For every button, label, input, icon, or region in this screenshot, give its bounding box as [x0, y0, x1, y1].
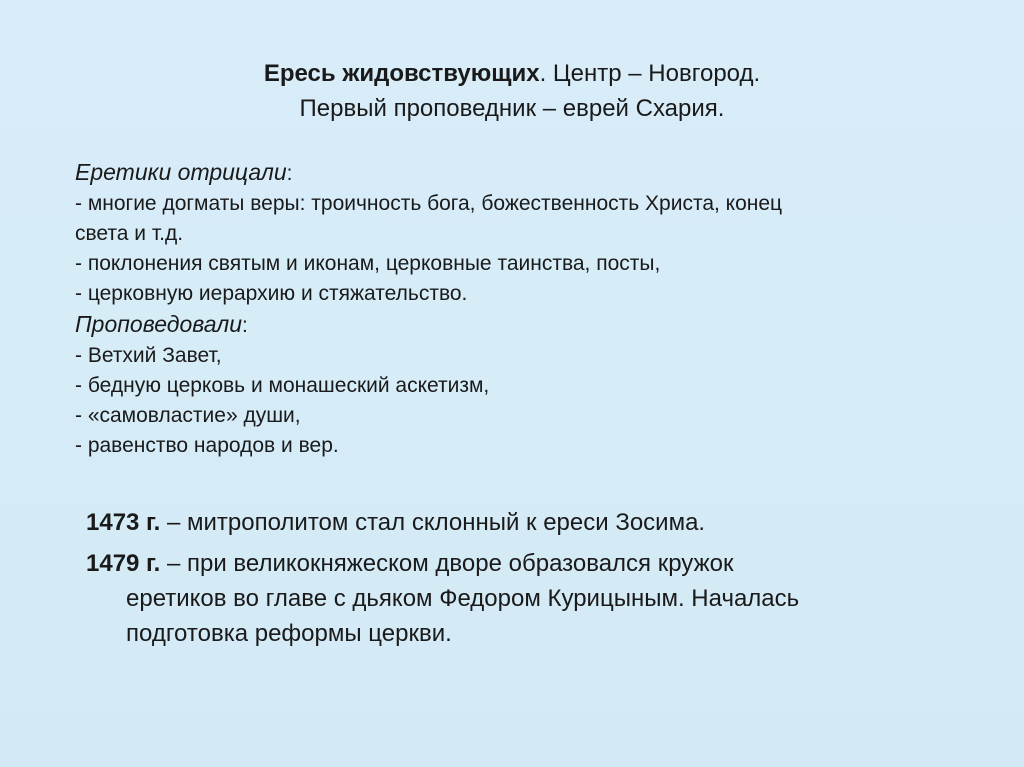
date-year: 1473 г. [86, 509, 161, 536]
date-entry-1479 [86, 546, 966, 651]
date-text-continued: еретиков во главе с дьяком Федором Курицыным. Началась [126, 585, 800, 612]
denied-heading: Еретики отрицали [75, 159, 287, 185]
denied-item: света и т.д. [75, 222, 184, 245]
title-rest: . Центр – Новгород. [539, 60, 761, 87]
preached-heading-line [75, 309, 975, 341]
denied-item: - поклонения святым и иконам, церковные таинства, посты, [75, 252, 661, 275]
title-bold: Ересь жидовствующих [263, 60, 540, 87]
preached-item: - бедную церковь и монашеский аскетизм, [75, 374, 490, 397]
title-line-2: Первый проповедник – еврей Схария. [299, 95, 725, 122]
preached-item: - Ветхий Завет, [75, 344, 222, 367]
denied-heading-line [75, 157, 975, 189]
date-line [86, 546, 966, 581]
date-text: – митрополитом стал склонный к ереси Зосима. [167, 509, 706, 536]
preached-colon: : [242, 314, 248, 337]
preached-item: - равенство народов и вер. [75, 434, 339, 457]
title-line-1 [0, 56, 1024, 91]
denied-item: - церковную иерархию и стяжательство. [75, 282, 468, 305]
dates-list [86, 505, 966, 657]
body-text [75, 157, 975, 461]
preached-item: - «самовластие» души, [75, 404, 301, 427]
date-text: – при великокняжеском дворе образовался кружок [167, 550, 734, 577]
denied-item: - многие догматы веры: троичность бога, божественность Христа, конец [75, 192, 783, 215]
denied-colon: : [286, 162, 293, 185]
date-entry-1473 [86, 505, 966, 540]
slide-title [0, 56, 1024, 126]
preached-heading: Проповедовали [75, 311, 243, 337]
date-text-continued: подготовка реформы церкви. [126, 620, 452, 647]
date-year: 1479 г. [86, 550, 161, 577]
date-line [86, 505, 966, 540]
